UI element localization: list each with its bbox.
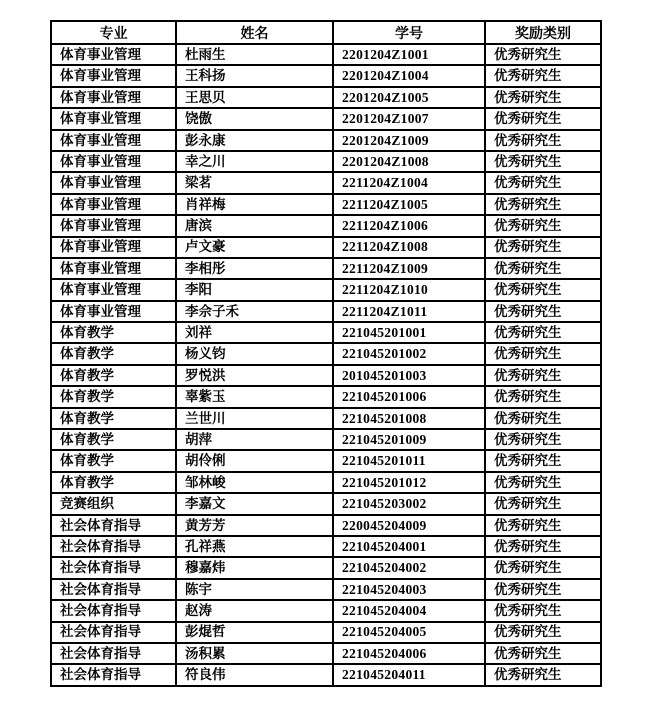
cell-award: 优秀研究生: [485, 472, 601, 493]
cell-student_id: 221045204001: [333, 536, 485, 557]
cell-award: 优秀研究生: [485, 557, 601, 578]
cell-award: 优秀研究生: [485, 429, 601, 450]
table-row: [51, 515, 601, 536]
cell-major: 体育事业管理: [51, 44, 176, 65]
cell-award: 优秀研究生: [485, 493, 601, 514]
cell-major: 社会体育指导: [51, 515, 176, 536]
cell-name: 杜雨生: [176, 44, 333, 65]
cell-major: 体育事业管理: [51, 130, 176, 151]
cell-name: 卢文豪: [176, 237, 333, 258]
cell-major: 体育教学: [51, 408, 176, 429]
header-row: [51, 21, 601, 44]
cell-major: 体育事业管理: [51, 301, 176, 322]
cell-student_id: 221045203002: [333, 493, 485, 514]
cell-major: 体育教学: [51, 450, 176, 471]
cell-name: 彭永康: [176, 130, 333, 151]
cell-major: 社会体育指导: [51, 600, 176, 621]
cell-major: 体育教学: [51, 365, 176, 386]
cell-award: 优秀研究生: [485, 215, 601, 236]
cell-award: 优秀研究生: [485, 622, 601, 643]
cell-name: 穆嘉炜: [176, 557, 333, 578]
cell-major: 体育事业管理: [51, 194, 176, 215]
table-row: [51, 450, 601, 471]
cell-student_id: 221045204002: [333, 557, 485, 578]
cell-major: 体育事业管理: [51, 87, 176, 108]
table-row: [51, 386, 601, 407]
cell-name: 陈宇: [176, 579, 333, 600]
cell-award: 优秀研究生: [485, 65, 601, 86]
cell-name: 胡伶俐: [176, 450, 333, 471]
table-row: [51, 130, 601, 151]
cell-name: 黄芳芳: [176, 515, 333, 536]
cell-major: 社会体育指导: [51, 664, 176, 685]
cell-award: 优秀研究生: [485, 172, 601, 193]
cell-major: 体育事业管理: [51, 65, 176, 86]
table-row: [51, 151, 601, 172]
table-row: [51, 194, 601, 215]
cell-award: 优秀研究生: [485, 237, 601, 258]
table-row: [51, 664, 601, 685]
document-sheet: [50, 20, 602, 687]
cell-student_id: 221045204004: [333, 600, 485, 621]
cell-name: 幸之川: [176, 151, 333, 172]
cell-student_id: 221045201011: [333, 450, 485, 471]
cell-name: 刘祥: [176, 322, 333, 343]
cell-major: 体育教学: [51, 472, 176, 493]
table-row: [51, 472, 601, 493]
cell-student_id: 221045204006: [333, 643, 485, 664]
table-header: [51, 21, 601, 44]
cell-award: 优秀研究生: [485, 600, 601, 621]
table-row: [51, 322, 601, 343]
cell-student_id: 221045204011: [333, 664, 485, 685]
cell-award: 优秀研究生: [485, 258, 601, 279]
cell-name: 兰世川: [176, 408, 333, 429]
table-row: [51, 557, 601, 578]
cell-student_id: 220045204009: [333, 515, 485, 536]
cell-name: 李相彤: [176, 258, 333, 279]
cell-name: 唐滨: [176, 215, 333, 236]
cell-award: 优秀研究生: [485, 108, 601, 129]
cell-award: 优秀研究生: [485, 279, 601, 300]
cell-major: 体育事业管理: [51, 108, 176, 129]
cell-award: 优秀研究生: [485, 664, 601, 685]
cell-major: 体育教学: [51, 322, 176, 343]
cell-major: 体育事业管理: [51, 258, 176, 279]
cell-major: 社会体育指导: [51, 643, 176, 664]
cell-award: 优秀研究生: [485, 536, 601, 557]
cell-major: 体育事业管理: [51, 279, 176, 300]
cell-major: 社会体育指导: [51, 536, 176, 557]
header-award: 奖励类别: [485, 21, 601, 44]
cell-student_id: 221045201001: [333, 322, 485, 343]
cell-student_id: 221045201002: [333, 343, 485, 364]
cell-student_id: 201045201003: [333, 365, 485, 386]
cell-major: 竞赛组织: [51, 493, 176, 514]
cell-award: 优秀研究生: [485, 87, 601, 108]
table-row: [51, 429, 601, 450]
cell-name: 李佘子禾: [176, 301, 333, 322]
cell-name: 邹林峻: [176, 472, 333, 493]
cell-major: 体育事业管理: [51, 215, 176, 236]
cell-award: 优秀研究生: [485, 579, 601, 600]
table-row: [51, 622, 601, 643]
cell-major: 体育事业管理: [51, 151, 176, 172]
cell-major: 体育事业管理: [51, 172, 176, 193]
table-row: [51, 536, 601, 557]
cell-student_id: 221045201006: [333, 386, 485, 407]
cell-student_id: 2211204Z1005: [333, 194, 485, 215]
cell-award: 优秀研究生: [485, 322, 601, 343]
cell-major: 社会体育指导: [51, 579, 176, 600]
cell-student_id: 2211204Z1004: [333, 172, 485, 193]
cell-student_id: 2201204Z1009: [333, 130, 485, 151]
table-row: [51, 87, 601, 108]
cell-student_id: 221045201008: [333, 408, 485, 429]
table-row: [51, 579, 601, 600]
cell-student_id: 2211204Z1011: [333, 301, 485, 322]
cell-name: 饶傲: [176, 108, 333, 129]
table-row: [51, 65, 601, 86]
cell-award: 优秀研究生: [485, 450, 601, 471]
cell-name: 王思贝: [176, 87, 333, 108]
cell-award: 优秀研究生: [485, 151, 601, 172]
cell-award: 优秀研究生: [485, 515, 601, 536]
cell-student_id: 221045204003: [333, 579, 485, 600]
table-row: [51, 258, 601, 279]
header-name: 姓名: [176, 21, 333, 44]
table-row: [51, 215, 601, 236]
cell-major: 社会体育指导: [51, 557, 176, 578]
table-row: [51, 643, 601, 664]
cell-student_id: 2211204Z1009: [333, 258, 485, 279]
cell-student_id: 2201204Z1005: [333, 87, 485, 108]
cell-name: 李阳: [176, 279, 333, 300]
cell-student_id: 2201204Z1004: [333, 65, 485, 86]
table-row: [51, 493, 601, 514]
table-row: [51, 301, 601, 322]
cell-major: 社会体育指导: [51, 622, 176, 643]
table-row: [51, 600, 601, 621]
cell-major: 体育教学: [51, 429, 176, 450]
cell-student_id: 2201204Z1001: [333, 44, 485, 65]
cell-student_id: 2211204Z1010: [333, 279, 485, 300]
cell-major: 体育教学: [51, 343, 176, 364]
cell-student_id: 221045201012: [333, 472, 485, 493]
cell-name: 李嘉文: [176, 493, 333, 514]
cell-award: 优秀研究生: [485, 408, 601, 429]
table-row: [51, 172, 601, 193]
header-student-id: 学号: [333, 21, 485, 44]
cell-student_id: 2211204Z1008: [333, 237, 485, 258]
table-row: [51, 343, 601, 364]
cell-name: 罗悦洪: [176, 365, 333, 386]
table-row: [51, 408, 601, 429]
cell-name: 梁茗: [176, 172, 333, 193]
cell-award: 优秀研究生: [485, 301, 601, 322]
cell-award: 优秀研究生: [485, 194, 601, 215]
table-row: [51, 108, 601, 129]
cell-student_id: 221045201009: [333, 429, 485, 450]
table-row: [51, 44, 601, 65]
cell-award: 优秀研究生: [485, 365, 601, 386]
cell-major: 体育事业管理: [51, 237, 176, 258]
cell-student_id: 2201204Z1008: [333, 151, 485, 172]
table-row: [51, 237, 601, 258]
cell-major: 体育教学: [51, 386, 176, 407]
cell-name: 肖祥梅: [176, 194, 333, 215]
cell-name: 孔祥燕: [176, 536, 333, 557]
cell-award: 优秀研究生: [485, 130, 601, 151]
cell-name: 杨义钧: [176, 343, 333, 364]
cell-student_id: 221045204005: [333, 622, 485, 643]
cell-name: 符良伟: [176, 664, 333, 685]
cell-name: 王科扬: [176, 65, 333, 86]
cell-award: 优秀研究生: [485, 343, 601, 364]
awards-roster-table: [50, 20, 602, 687]
cell-student_id: 2201204Z1007: [333, 108, 485, 129]
cell-name: 赵涛: [176, 600, 333, 621]
cell-name: 彭焜哲: [176, 622, 333, 643]
cell-award: 优秀研究生: [485, 44, 601, 65]
cell-award: 优秀研究生: [485, 643, 601, 664]
cell-name: 汤积累: [176, 643, 333, 664]
cell-name: 胡萍: [176, 429, 333, 450]
table-row: [51, 365, 601, 386]
cell-student_id: 2211204Z1006: [333, 215, 485, 236]
table-body: [51, 44, 601, 686]
header-major: 专业: [51, 21, 176, 44]
cell-name: 辜紫玉: [176, 386, 333, 407]
cell-award: 优秀研究生: [485, 386, 601, 407]
table-row: [51, 279, 601, 300]
